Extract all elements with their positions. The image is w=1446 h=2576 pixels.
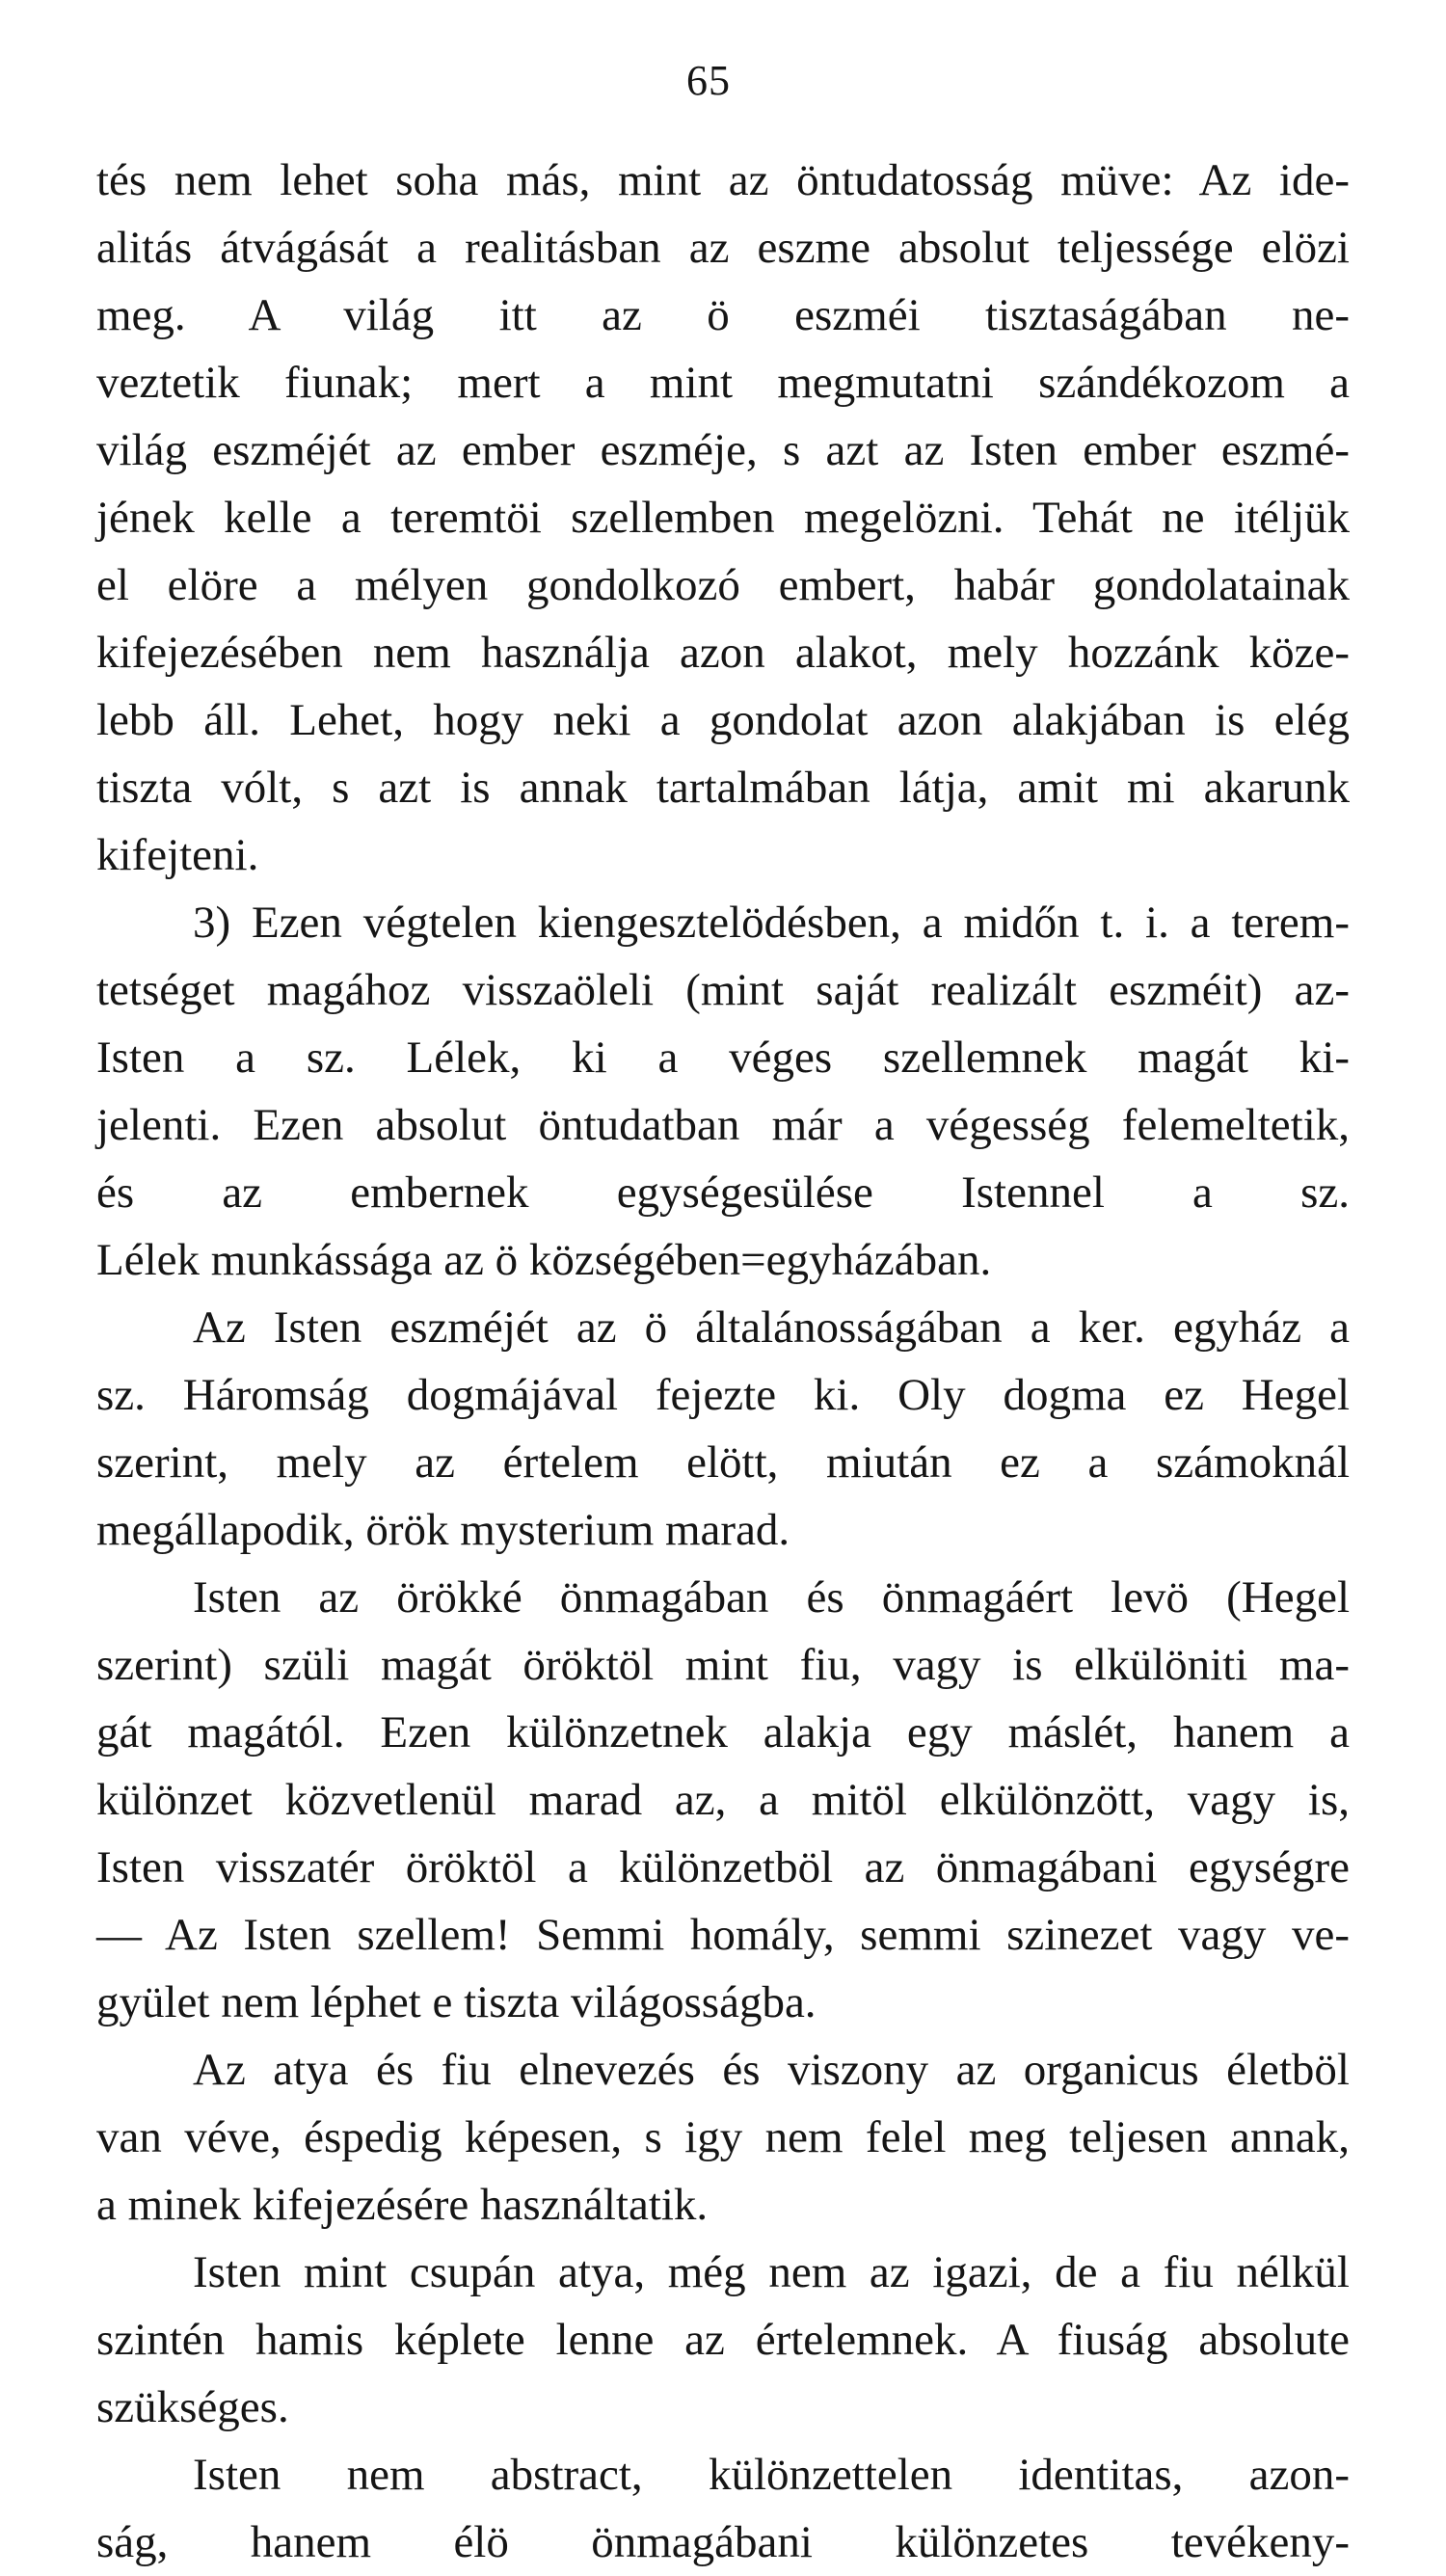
text-line: Isten nem abstract, különzettelen identitas, azon- xyxy=(193,2450,1350,2500)
text-line: gát magától. Ezen különzetnek alakja egy máslét, hanem a xyxy=(96,1707,1350,1758)
text-line: különzet közvetlenül marad az, a mitöl elkülönzött, vagy is, xyxy=(96,1775,1350,1825)
text-line: alitás átvágását a realitásban az eszme absolut teljessége elözi xyxy=(96,223,1350,273)
text-line: 3) Ezen végtelen kiengesztelödésben, a midőn t. i. a terem- xyxy=(193,898,1350,948)
text-line: szerint, mely az értelem elött, miután ez a számoknál xyxy=(96,1437,1350,1488)
text-line: tiszta vólt, s azt is annak tartalmában látja, amit mi akarunk xyxy=(96,763,1350,813)
text-line: megállapodik, örök mysterium marad. xyxy=(96,1505,790,1555)
text-line: gyület nem léphet e tiszta világosságba. xyxy=(96,1977,817,2027)
text-line: jének kelle a teremtöi szellemben megelözni. Tehát ne itéljük xyxy=(96,493,1350,543)
text-line: kifejteni. xyxy=(96,830,259,880)
text-line: Isten mint csupán atya, még nem az igazi, de a fiu nélkül xyxy=(193,2247,1350,2297)
text-line: világ eszméjét az ember eszméje, s azt az Isten ember eszmé- xyxy=(96,425,1350,475)
text-line: kifejezésében nem használja azon alakot, mely hozzánk köze- xyxy=(96,628,1350,678)
page-number: 65 xyxy=(686,57,731,104)
text-line: Lélek munkássága az ö községében=egyházában. xyxy=(96,1235,992,1285)
text-line: Az atya és fiu elnevezés és viszony az organicus életböl xyxy=(193,2045,1350,2095)
text-line: el elöre a mélyen gondolkozó embert, habár gondolatainak xyxy=(96,560,1350,610)
body-text xyxy=(96,147,1350,2576)
text-line: szükséges. xyxy=(96,2382,289,2432)
text-line: tés nem lehet soha más, mint az öntudatosság müve: Az ide- xyxy=(96,155,1350,205)
text-line: lebb áll. Lehet, hogy neki a gondolat azon alakjában is elég xyxy=(96,695,1350,745)
text-line: Isten az örökké önmagában és önmagáért levö (Hegel xyxy=(193,1572,1350,1623)
text-line: Isten visszatér öröktöl a különzetböl az önmagábani egységre xyxy=(96,1842,1350,1892)
text-line: — Az Isten szellem! Semmi homály, semmi szinezet vagy ve- xyxy=(96,1910,1350,1960)
text-line: szerint) szüli magát öröktöl mint fiu, vagy is elkülöniti ma- xyxy=(96,1640,1350,1690)
text-line: ság, hanem élö önmagábani különzetes tevékeny- xyxy=(96,2517,1350,2567)
text-line: Isten a sz. Lélek, ki a véges szellemnek magát ki- xyxy=(96,1033,1350,1083)
text-line: jelenti. Ezen absolut öntudatban már a végesség felemeltetik, xyxy=(96,1100,1350,1150)
text-line: van véve, éspedig képesen, s igy nem felel meg teljesen annak, xyxy=(96,2112,1350,2162)
text-line: meg. A világ itt az ö eszméi tisztaságában ne- xyxy=(96,290,1350,340)
text-line: Az Isten eszméjét az ö általánosságában a ker. egyház a xyxy=(193,1302,1350,1353)
text-line: és az embernek egységesülése Istennel a sz. xyxy=(96,1167,1350,1218)
text-line: szintén hamis képlete lenne az értelemnek. A fiuság absolute xyxy=(96,2315,1350,2365)
text-line: tetséget magához visszaöleli (mint saját realizált eszméit) az- xyxy=(96,965,1350,1015)
text-line: sz. Háromság dogmájával fejezte ki. Oly dogma ez Hegel xyxy=(96,1370,1350,1420)
text-line: veztetik fiunak; mert a mint megmutatni szándékozom a xyxy=(96,358,1350,408)
text-line: a minek kifejezésére használtatik. xyxy=(96,2180,709,2230)
